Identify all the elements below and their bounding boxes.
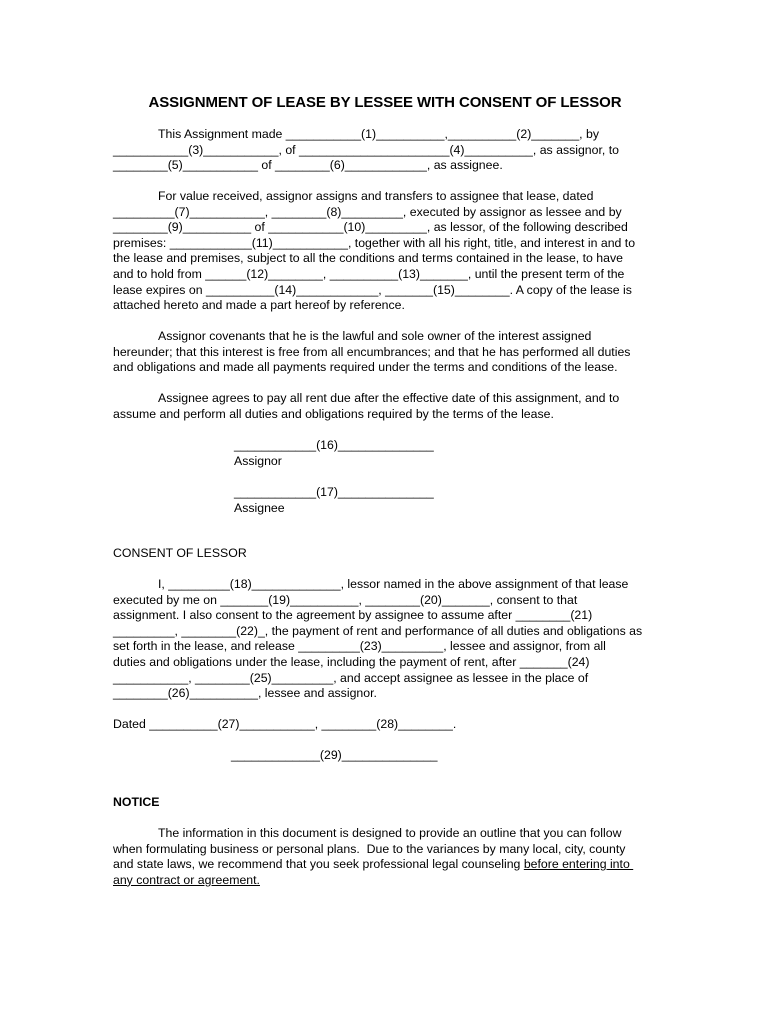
text-line: ________(9)__________ of ___________(10)_________, as lessor, of the following described (113, 220, 628, 235)
signature-line: ____________(17)______________ (234, 485, 434, 499)
signature-line: _____________(29)______________ (231, 748, 438, 762)
text-line: Assignor covenants that he is the lawful and sole owner of the interest assigned (158, 329, 592, 343)
text-line: ________(5)___________ of ________(6)____________, as assignee. (113, 158, 503, 173)
text-line: and obligations and made all payments required under the terms and conditions of the lease. (113, 360, 618, 375)
text-line: set forth in the lease, and release _________(23)_________, lessee and assignor, from all (113, 639, 606, 654)
paragraph-parties (113, 127, 661, 174)
text-line: ___________(3)___________, of ______________________(4)__________, as assignor, to (113, 142, 619, 157)
text-line (113, 857, 661, 873)
text-line: the lease and premises, subject to all the conditions and terms contained in the lease, to have (113, 251, 623, 266)
text-line: hereunder; that this interest is free from all encumbrances; and that he has performed all duties (113, 344, 631, 359)
signature-line: ____________(16)______________ (234, 438, 434, 452)
dated-line (113, 717, 661, 733)
paragraph-assignment-terms (113, 189, 661, 314)
signature-label: Assignee (234, 500, 285, 515)
notice-heading: NOTICE (113, 795, 160, 809)
text-line: ___________, ________(25)_________, and accept assignee as lessee in the place of (113, 670, 589, 685)
text-line: assignment. I also consent to the agreement by assignee to assume after ________(21) (113, 608, 593, 623)
consent-heading: CONSENT OF LESSOR (113, 546, 247, 560)
text-line: ________(26)__________, lessee and assignor. (113, 686, 377, 701)
paragraph-lessor-consent (113, 577, 661, 702)
text-line: _________(7)___________, ________(8)_________, executed by assignor as lessee and by (113, 204, 622, 219)
paragraph-assignor-covenants (113, 329, 661, 376)
notice-text: and state laws, we recommend that you seek professional legal counseling (113, 857, 524, 872)
text-line: The information in this document is designed to provide an outline that you can follow (158, 826, 622, 840)
signature-label: Assignor (234, 453, 282, 468)
paragraph-assignee-agreement (113, 391, 661, 422)
text-line: and to hold from ______(12)________, __________(13)_______, until the present term of the (113, 266, 625, 281)
text-line: This Assignment made ___________(1)__________,__________(2)_______, by (158, 127, 599, 141)
text-line: duties and obligations under the lease, including the payment of rent, after _______(24) (113, 654, 590, 669)
signature-block-assignor (234, 438, 434, 469)
notice-underlined-text: any contract or agreement. (113, 872, 260, 887)
text-line: when formulating business or personal plans. Due to the variances by many local, city, county (113, 841, 626, 856)
text-line: premises: ____________(11)___________, together with all his right, title, and interest in and to (113, 235, 636, 250)
notice-underlined-text: before entering into (523, 857, 634, 872)
text-line: assume and perform all duties and obligations required by the terms of the lease. (113, 406, 554, 421)
text-line: lease expires on __________(14)____________, _______(15)________. A copy of the lease is (113, 282, 632, 297)
text-line: executed by me on _______(19)__________, ________(20)_______, consent to that (113, 592, 578, 607)
document-title: ASSIGNMENT OF LEASE BY LESSEE WITH CONSENT OF LESSOR (148, 94, 622, 111)
signature-block-lessor (231, 748, 438, 764)
text-line: _________, ________(22)_, the payment of rent and performance of all duties and obligations as (113, 623, 643, 638)
paragraph-notice (113, 826, 661, 888)
text-line: attached hereto and made a part hereof by reference. (113, 298, 405, 313)
text-line: Assignee agrees to pay all rent due after the effective date of this assignment, and to (158, 391, 620, 405)
text-line: Dated __________(27)___________, ________(28)________. (113, 717, 457, 731)
text-line: I, _________(18)_____________, lessor named in the above assignment of that lease (158, 577, 629, 591)
signature-block-assignee (234, 485, 434, 516)
text-line: For value received, assignor assigns and transfers to assignee that lease, dated (158, 189, 594, 203)
